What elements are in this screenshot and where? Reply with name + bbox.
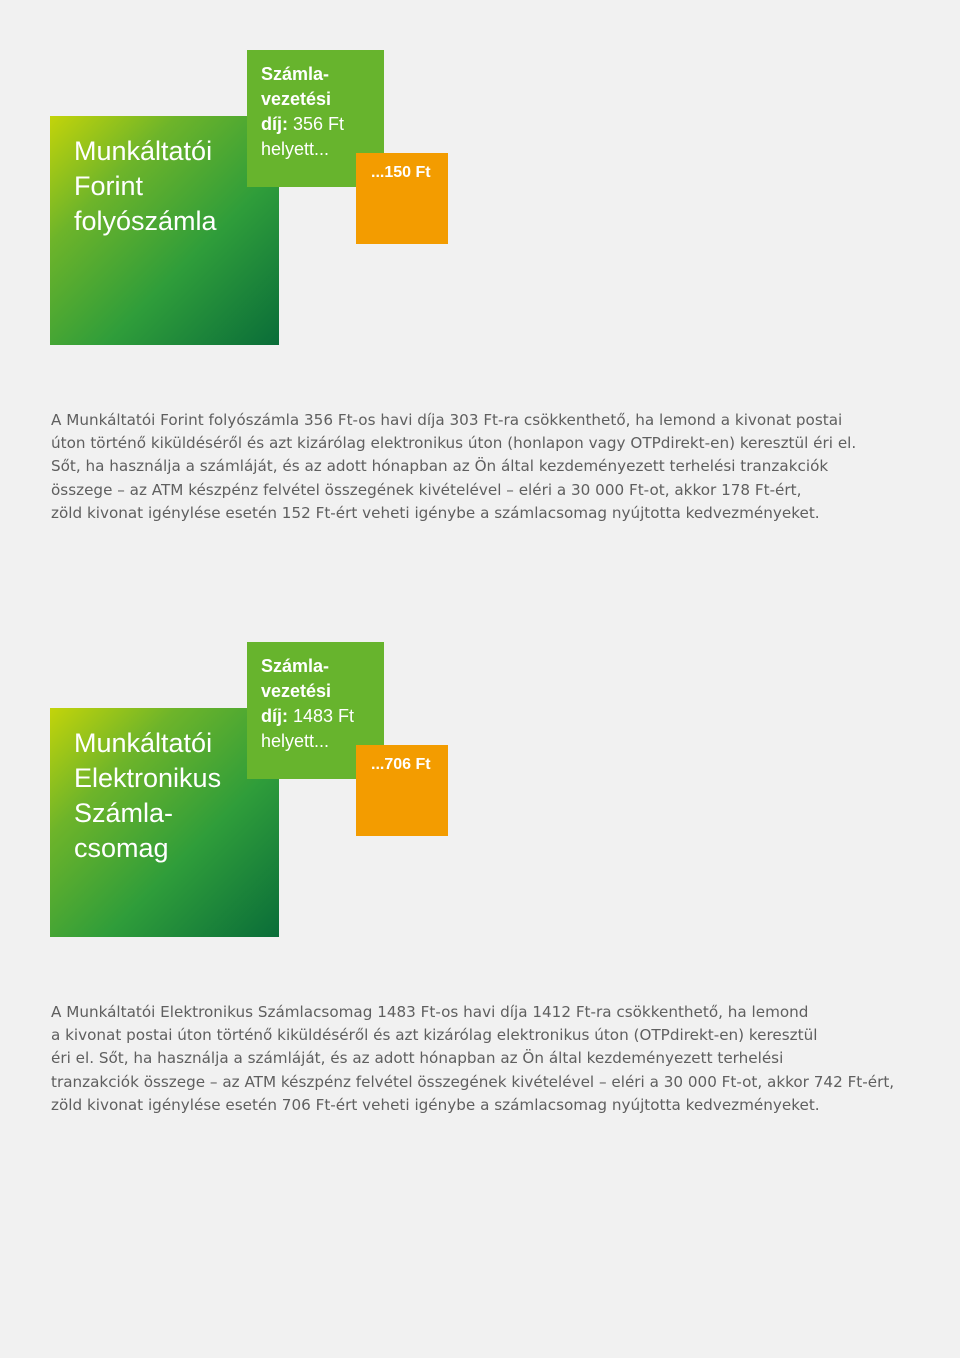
paragraph-line: tranzakciók összege – az ATM készpénz felvétel összegének kivételével – eléri a 30 000 Ft-ot, akkor 742 Ft-ért, [51, 1072, 895, 1091]
paragraph-line: A Munkáltatói Forint folyószámla 356 Ft-os havi díja 303 Ft-ra csökkenthető, ha lemond a kivonat postai [51, 411, 843, 429]
new-price: ...706 Ft [371, 756, 431, 773]
fee-value: 1483 Ft [293, 706, 355, 726]
paragraph-line: zöld kivonat igénylése esetén 152 Ft-ért veheti igénybe a számlacsomag nyújtotta kedvezményeket. [51, 503, 820, 522]
fee-label: Számla- vezetési díj: [261, 656, 332, 726]
product-title: Munkáltatói Elektronikus Számla- csomag [74, 728, 222, 863]
paragraph-line: összege – az ATM készpénz felvétel összegének kivételével – eléri a 30 000 Ft-ot, akkor 178 Ft-ért, [51, 480, 802, 499]
paragraph-line: a kivonat postai úton történő kiküldéséről és azt kizárólag elektronikus úton (OTPdirekt-en) keresztül [51, 1026, 818, 1045]
new-price-box [356, 153, 448, 244]
fee-label: Számla- vezetési díj: [261, 64, 332, 134]
fee-value: 356 Ft [293, 114, 345, 134]
section-forint-account [0, 0, 960, 560]
description-paragraph [51, 1001, 911, 1117]
fee-text [261, 62, 344, 162]
fee-suffix: helyett... [261, 139, 330, 159]
product-title-box [50, 116, 279, 345]
fee-suffix: helyett... [261, 731, 330, 751]
description-paragraph [51, 409, 911, 525]
paragraph-line: éri el. Sőt, ha használja a számláját, és az adott hónapban az Ön által kezdeményezett terhelési [51, 1049, 784, 1068]
paragraph-line: Sőt, ha használja a számláját, és az adott hónapban az Ön által kezdeményezett terhelési tranzakciók [51, 457, 829, 476]
product-title-box [50, 708, 279, 937]
new-price-box [356, 745, 448, 836]
paragraph-line: zöld kivonat igénylése esetén 706 Ft-ért veheti igénybe a számlacsomag nyújtotta kedvezményeket. [51, 1095, 820, 1114]
section-electronic-package [0, 600, 960, 1160]
paragraph-line: úton történő kiküldéséről és azt kizárólag elektronikus úton (honlapon vagy OTPdirekt-en) keresztül éri el. [51, 434, 857, 453]
paragraph-line: A Munkáltatói Elektronikus Számlacsomag 1483 Ft-os havi díja 1412 Ft-ra csökkenthető, ha lemond [51, 1003, 809, 1021]
fee-text [261, 654, 354, 754]
product-title: Munkáltatói Forint folyószámla [74, 136, 217, 236]
new-price: ...150 Ft [371, 164, 431, 181]
